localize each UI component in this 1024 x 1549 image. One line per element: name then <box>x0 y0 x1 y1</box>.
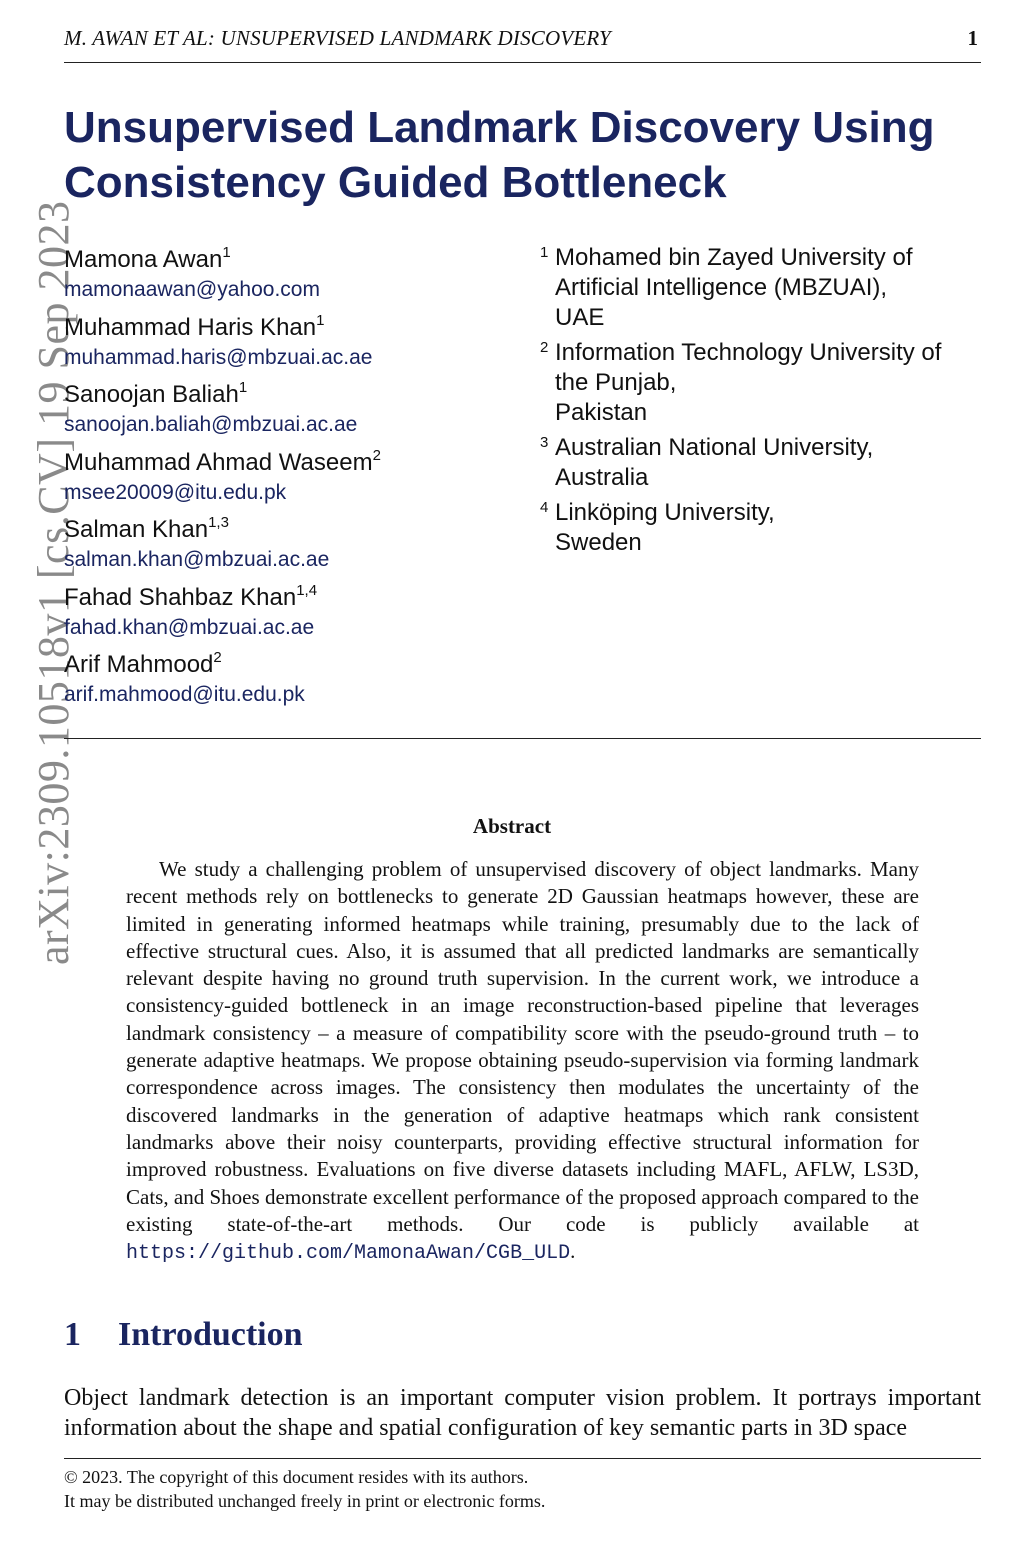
author-name-text: Arif Mahmood <box>64 651 214 678</box>
header-rule <box>64 62 981 63</box>
author-name-text: Salman Khan <box>64 516 209 543</box>
affiliation-entry <box>540 498 980 558</box>
author-affil-marker: 1 <box>222 244 231 261</box>
author-entry <box>64 311 504 379</box>
affiliation-list <box>540 243 980 563</box>
affiliation-number: 4 <box>540 499 549 516</box>
abstract-text <box>126 856 919 1267</box>
title-line-1: Unsupervised Landmark Discovery Using <box>64 103 935 152</box>
author-email-link[interactable]: fahad.khan@mbzuai.ac.ae <box>64 615 315 639</box>
author-entry <box>64 378 504 446</box>
abstract-body-text: We study a challenging problem of unsupervised discovery of object landmarks. Many recent methods rely on bottlenecks to generate 2D Gaussian heatmaps however, these are limited in generating informed heatmaps while training, presumably due to the lack of effective structural cues. Also, it is assumed that all predicted landmarks are semantically relevant despite having no ground truth supervision. In the current work, we introduce a consistency-guided bottleneck in an image reconstruction-based pipeline that leverages landmark consistency – a measure of compatibility score with the pseudo-ground truth – to generate adaptive heatmaps. We propose obtaining pseudo-supervision via forming landmark correspondence across images. The consistency then modulates the uncertainty of the discovered landmarks in the generation of adaptive heatmaps which rank consistent landmarks above their noisy counterparts, providing effective structural information for improved robustness. Evaluations on five diverse datasets including MAFL, AFLW, LS3D, Cats, and Shoes demonstrate excellent performance of the proposed approach compared to the existing state-of-the-art methods. Our code is publicly available at <box>126 857 919 1236</box>
affiliation-line: Mohamed bin Zayed University of <box>555 244 913 271</box>
affiliation-entry <box>540 243 980 333</box>
author-email-link[interactable]: msee20009@itu.edu.pk <box>64 480 287 504</box>
code-url-link[interactable]: https://github.com/MamonaAwan/CGB_ULD <box>126 1242 571 1266</box>
affiliation-number: 2 <box>540 339 549 356</box>
affiliation-entry <box>540 433 980 493</box>
author-email-link[interactable]: arif.mahmood@itu.edu.pk <box>64 683 305 706</box>
author-name-text: Muhammad Ahmad Waseem <box>64 448 373 476</box>
paper-title <box>64 100 964 210</box>
author-entry <box>64 243 504 311</box>
author-name <box>64 446 504 480</box>
author-email-link[interactable]: sanoojan.baliah@mbzuai.ac.ae <box>64 413 358 436</box>
title-line-2: Consistency Guided Bottleneck <box>64 158 727 207</box>
author-entry <box>64 446 504 514</box>
affiliation-line: Linköping University, <box>555 499 775 526</box>
page-number: 1 <box>967 26 978 50</box>
affiliation-line: Artificial Intelligence (MBZUAI), <box>555 274 888 301</box>
affiliation-line: UAE <box>555 304 605 331</box>
author-name <box>64 513 504 547</box>
author-email-link[interactable]: mamonaawan@yahoo.com <box>64 278 320 301</box>
affiliation-line: Information Technology University of <box>555 339 942 366</box>
author-name-text: Muhammad Haris Khan <box>64 313 317 341</box>
author-entry <box>64 513 504 581</box>
affiliation-entry <box>540 338 980 428</box>
abstract-end: . <box>570 1239 576 1264</box>
author-name <box>64 581 504 615</box>
author-email-link[interactable]: muhammad.haris@mbzuai.ac.ae <box>64 345 373 369</box>
affiliation-line: Sweden <box>555 529 642 556</box>
affiliation-number: 3 <box>540 434 549 451</box>
author-entry <box>64 648 504 716</box>
section-title: Introduction <box>118 1316 303 1353</box>
affiliation-line: Pakistan <box>555 399 648 426</box>
affiliation-number: 1 <box>540 244 549 261</box>
author-affil-marker: 1,3 <box>208 514 229 531</box>
author-affil-marker: 2 <box>213 649 222 666</box>
author-name-text: Fahad Shahbaz Khan <box>64 583 297 611</box>
distribution-line: It may be distributed unchanged freely in print or electronic forms. <box>64 1491 546 1511</box>
arxiv-stamp: arXiv:2309.10518v1 [cs.CV] 19 Sep 2023 <box>29 200 78 965</box>
intro-paragraph: Object landmark detection is an important computer vision problem. It portrays important information about the shape and spatial configuration of key semantic parts in 3D space <box>64 1385 981 1441</box>
author-list <box>64 243 504 716</box>
author-affil-marker: 1 <box>238 379 248 396</box>
author-affil-marker: 1,4 <box>296 581 318 599</box>
affiliation-line: the Punjab, <box>555 369 677 396</box>
author-name <box>64 243 504 277</box>
author-email-link[interactable]: salman.khan@mbzuai.ac.ae <box>64 548 330 571</box>
section-number: 1 <box>64 1316 81 1353</box>
affiliation-line: Australian National University, <box>555 434 874 461</box>
author-affil-marker: 2 <box>372 446 381 464</box>
running-title: M. AWAN ET AL: UNSUPERVISED LANDMARK DISCOVERY <box>64 26 611 50</box>
title-block-rule <box>64 738 981 739</box>
author-name-text: Sanoojan Baliah <box>64 381 239 408</box>
author-name <box>64 378 504 412</box>
copyright-footer <box>64 1465 981 1513</box>
author-affil-marker: 1 <box>316 311 325 329</box>
author-name <box>64 311 504 345</box>
author-name <box>64 648 504 682</box>
copyright-line: © 2023. The copyright of this document resides with its authors. <box>64 1467 529 1487</box>
affiliation-line: Australia <box>555 464 649 491</box>
footer-rule <box>64 1458 981 1459</box>
author-entry <box>64 581 504 649</box>
abstract-heading: Abstract <box>472 814 552 838</box>
author-name-text: Mamona Awan <box>64 246 223 273</box>
